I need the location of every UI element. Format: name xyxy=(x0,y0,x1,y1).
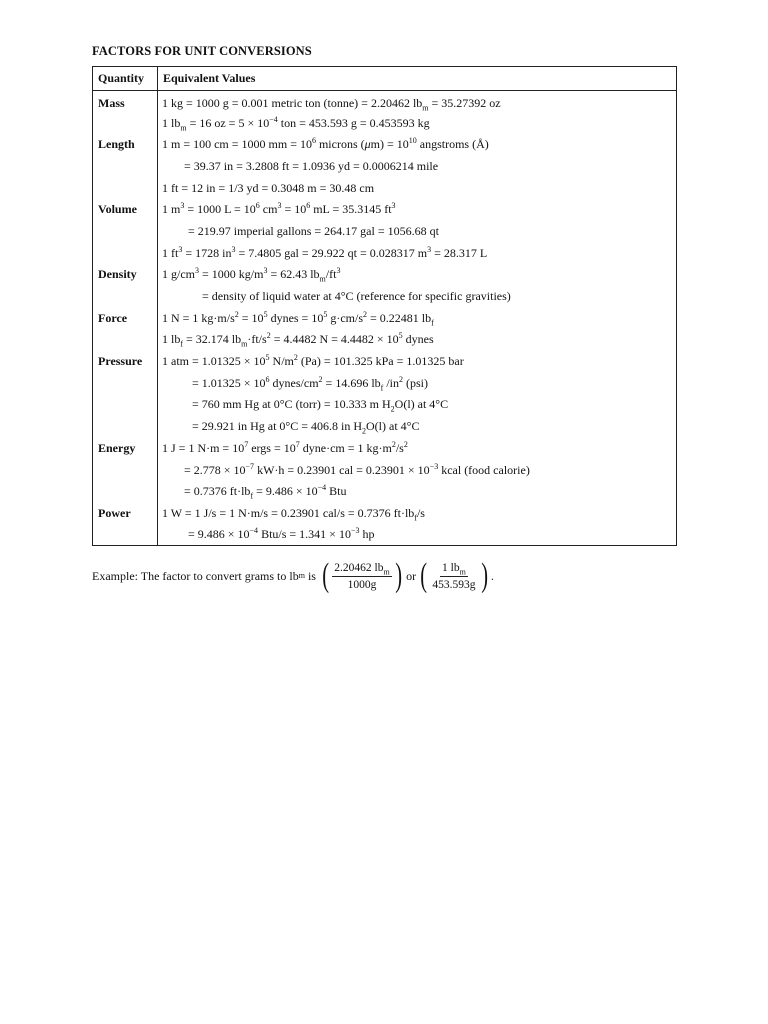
table-row xyxy=(93,438,677,460)
table-header xyxy=(93,67,677,91)
equivalent-value: 1 J = 1 $N\cdot m = 10^7$ ergs = $10^7$ dyne·cm = 1 $kg\cdot m^2/s^2$ xyxy=(158,438,677,460)
quantity-pressure: Pressure xyxy=(93,351,158,373)
table-row xyxy=(93,307,677,329)
quantity-force: Force xyxy=(93,307,158,329)
equivalent-value: = 39.37 in = 3.2808 ft = 1.0936 yd = 0.0006214 mile xyxy=(158,156,677,178)
equivalent-value: = 219.97 imperial gallons = 264.17 gal = 1056.68 qt xyxy=(158,221,677,243)
table-row xyxy=(93,286,677,308)
table-row xyxy=(93,112,677,134)
quantity-volume: Volume xyxy=(93,199,158,221)
equivalent-value: 1 ft = 12 in = 1/3 yd = 0.3048 m = 30.48 cm xyxy=(158,177,677,199)
quantity-power: Power xyxy=(93,503,158,525)
fraction-lbm-per-grams: ( $\frac{1 lb_m}{453.593g}$ ) xyxy=(420,557,488,594)
table-row xyxy=(93,177,677,199)
equivalent-value: 1 $m^3 = 1000$ $L = 10^6$ $cm^3 = 10^6$ mL = 35.3145 $ft^3$ xyxy=(158,199,677,221)
equivalent-value: = density of liquid water at 4°C (reference for specific gravities) xyxy=(158,286,677,308)
table-row xyxy=(93,503,677,525)
table-row xyxy=(93,459,677,481)
equivalent-value: = $2.778 \times 10^{-7}$ kW·h = 0.23901 cal = $0.23901 \times 10^{-3}$ kcal (food calorie) xyxy=(158,459,677,481)
page-title: FACTORS FOR UNIT CONVERSIONS xyxy=(92,44,312,58)
table-row xyxy=(93,372,677,394)
equivalent-value: 1 $lb_m = 16$ oz = $5 \times 10^{-4}$ ton = 453.593 g = 0.453593 kg xyxy=(158,112,677,134)
equivalent-value: 1 atm = $1.01325 \times 10^5$ $N/m^2$ (Pa) = 101.325 kPa = 1.01325 bar xyxy=(158,351,677,373)
quantity-mass: Mass xyxy=(93,91,158,113)
fraction-grams-to-lbm: ( $\frac{2.20462 lb_m}{1000g}$ ) xyxy=(322,557,402,594)
table-row xyxy=(93,524,677,546)
quantity-column-header: Quantity xyxy=(93,67,158,91)
table-row xyxy=(93,221,677,243)
table-row xyxy=(93,264,677,286)
quantity-energy: Energy xyxy=(93,438,158,460)
equivalent-value: = $9.486 \times 10^{-4}$ $Btu/s = 1.341 \times 10^{-3}$ hp xyxy=(158,524,677,546)
table-row xyxy=(93,416,677,438)
equivalent-value: 1 W = 1 J/s = 1 N·m/s = 0.23901 cal/s = 0.7376 $ft\cdot lb_f/s$ xyxy=(158,503,677,525)
table-row xyxy=(93,481,677,503)
equivalent-value: 1 $lb_f = 32.174$ $lb_m\cdot ft/s^2 = 4.4482$ $N = 4.4482 \times 10^5$ dynes xyxy=(158,329,677,351)
example-note: Example: The factor to convert grams to lb m is ( $\frac{2.20462 lb_m}{1000g}$ ) or ( $\frac{1 lb_m}{453.593g}$ ) . xyxy=(92,557,494,594)
table-row xyxy=(93,242,677,264)
equivalent-value: 1 m = 100 cm = 1000 mm = $10^6$ microns $(\mu m) = 10^{10}$ angstroms (Å) xyxy=(158,134,677,156)
equivalent-value: = 0.7376 $ft\cdot lb_f = 9.486 \times 10^{-4}$ Btu xyxy=(158,481,677,503)
equivalent-value: = $1.01325 \times 10^6$ dynes/$cm^2 = 14.696$ $lb_f$ $/in^2$ (psi) xyxy=(158,372,677,394)
quantity-length: Length xyxy=(93,134,158,156)
values-column-header: Equivalent Values xyxy=(158,67,677,91)
equivalent-value: = 760 mm Hg at 0°C (torr) = 10.333 m $H_2O(l)$ at 4°C xyxy=(158,394,677,416)
equivalent-value: 1 $ft^3 = 1728$ $in^3 = 7.4805$ gal = 29.922 qt = 0.028317 $m^3 = 28.317$ L xyxy=(158,242,677,264)
equivalent-value: 1 kg = 1000 g = 0.001 metric ton (tonne) = 2.20462 $lb_m = 35.27392$ oz xyxy=(158,91,677,113)
quantity-density: Density xyxy=(93,264,158,286)
equivalent-value: 1 $g/cm^3 = 1000$ $kg/m^3 = 62.43$ $lb_m/ft^3$ xyxy=(158,264,677,286)
example-text: Example: The factor to convert grams to lb xyxy=(92,568,299,583)
table-row xyxy=(93,199,677,221)
conversion-table xyxy=(92,66,677,546)
equivalent-value: 1 N = 1 $kg\cdot m/s^2 = 10^5$ dynes = $10^5$ $g\cdot cm/s^2 = 0.22481$ $lb_f$ xyxy=(158,307,677,329)
table-row xyxy=(93,91,677,113)
table-row xyxy=(93,134,677,156)
table-row xyxy=(93,394,677,416)
or-word: or xyxy=(406,568,417,583)
table-row xyxy=(93,156,677,178)
equivalent-value: = 29.921 in Hg at 0°C = 406.8 in $H_2O(l)$ at 4°C xyxy=(158,416,677,438)
table-row xyxy=(93,329,677,351)
table-row xyxy=(93,351,677,373)
